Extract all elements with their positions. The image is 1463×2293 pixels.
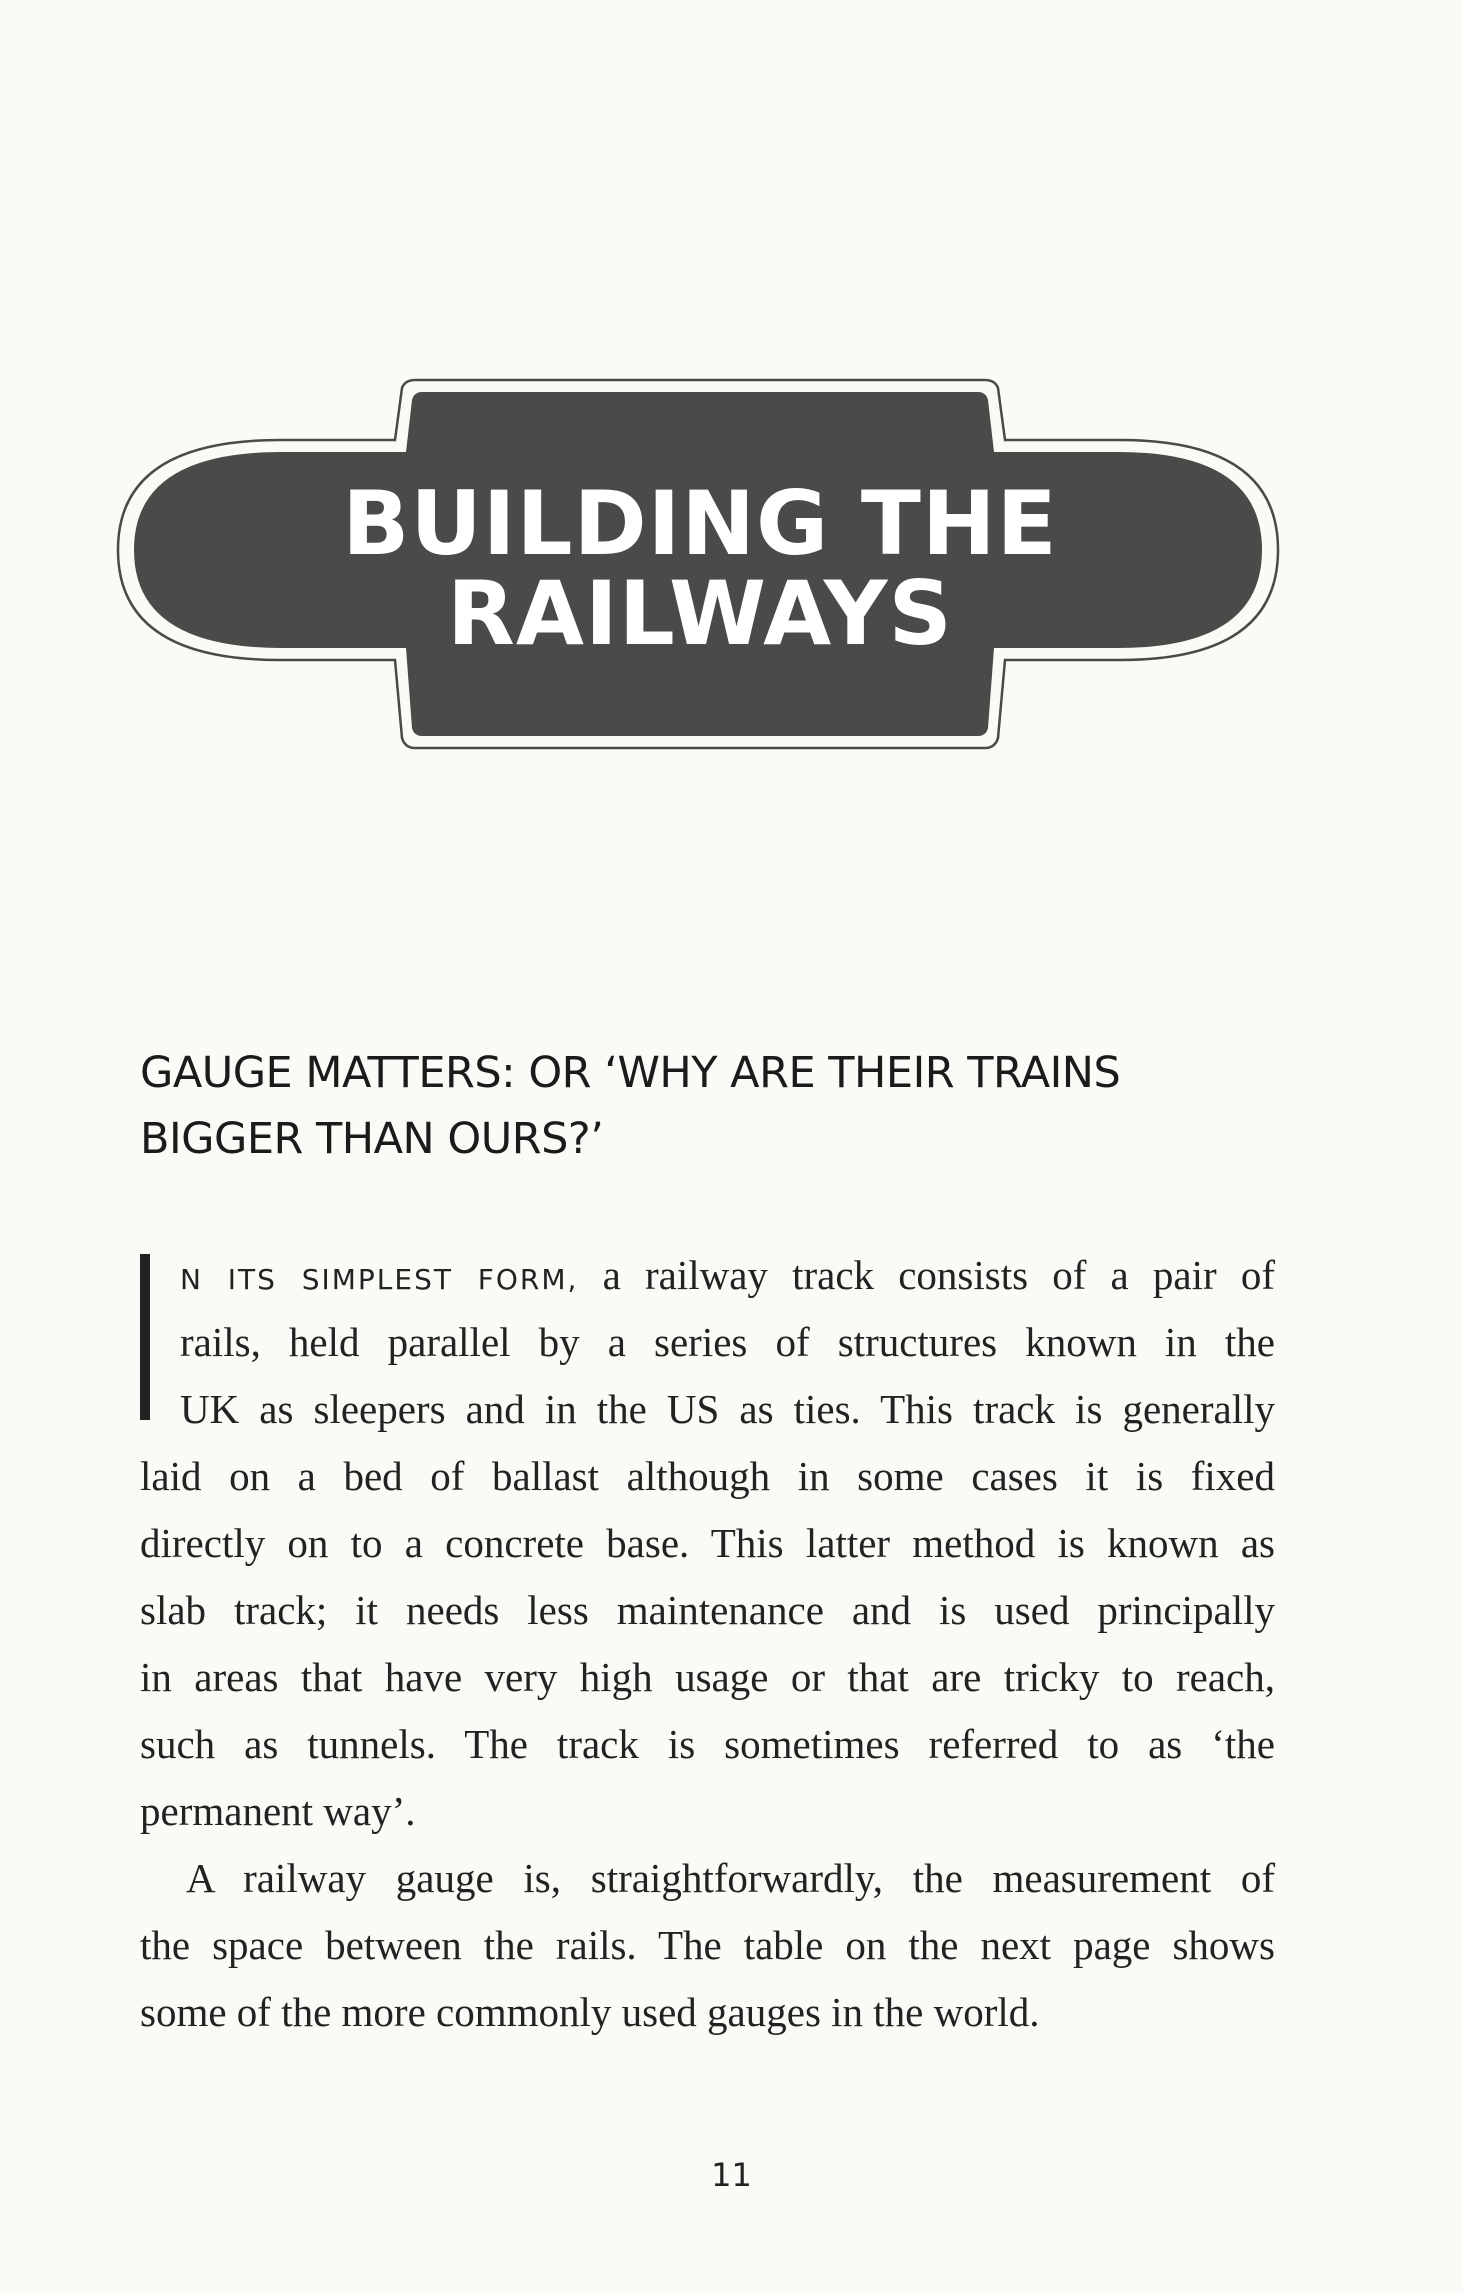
paragraph-1 bbox=[140, 1242, 1275, 1845]
body-text bbox=[140, 1242, 1275, 2046]
page-number: 11 bbox=[711, 2156, 752, 2194]
body-line: N ITS SIMPLEST FORM, a railway track consists of a pair of bbox=[180, 1252, 1275, 1298]
section-heading bbox=[140, 1040, 1290, 1172]
body-line: rails, held parallel by a series of structures known in the bbox=[180, 1319, 1275, 1365]
body-line: the space between the rails. The table on the next page shows bbox=[140, 1922, 1275, 1968]
paragraph-2 bbox=[140, 1845, 1275, 2046]
lead-in-smallcaps: N ITS SIMPLEST FORM, bbox=[180, 1263, 579, 1296]
body-line: permanent way’. bbox=[140, 1788, 416, 1834]
body-line: some of the more commonly used gauges in the world. bbox=[140, 1989, 1040, 2035]
body-line: in areas that have very high usage or that are tricky to reach, bbox=[140, 1654, 1275, 1700]
chapter-title-sign bbox=[110, 370, 1290, 760]
body-line: directly on to a concrete base. This latter method is known as bbox=[140, 1520, 1275, 1566]
body-line: UK as sleepers and in the US as ties. This track is generally bbox=[180, 1386, 1275, 1432]
section-heading-line-1: GAUGE MATTERS: OR ‘WHY ARE THEIR TRAINS bbox=[140, 1048, 1121, 1098]
body-line: such as tunnels. The track is sometimes referred to as ‘the bbox=[140, 1721, 1275, 1767]
chapter-title-line-1: BUILDING THE bbox=[342, 472, 1058, 575]
body-line: slab track; it needs less maintenance and is used principally bbox=[140, 1587, 1275, 1633]
chapter-title-line-2: RAILWAYS bbox=[447, 562, 953, 665]
section-heading-line-2: BIGGER THAN OURS?’ bbox=[140, 1114, 604, 1164]
body-line: laid on a bed of ballast although in some cases it is fixed bbox=[140, 1453, 1275, 1499]
body-line: A railway gauge is, straightforwardly, the measurement of bbox=[186, 1855, 1275, 1901]
